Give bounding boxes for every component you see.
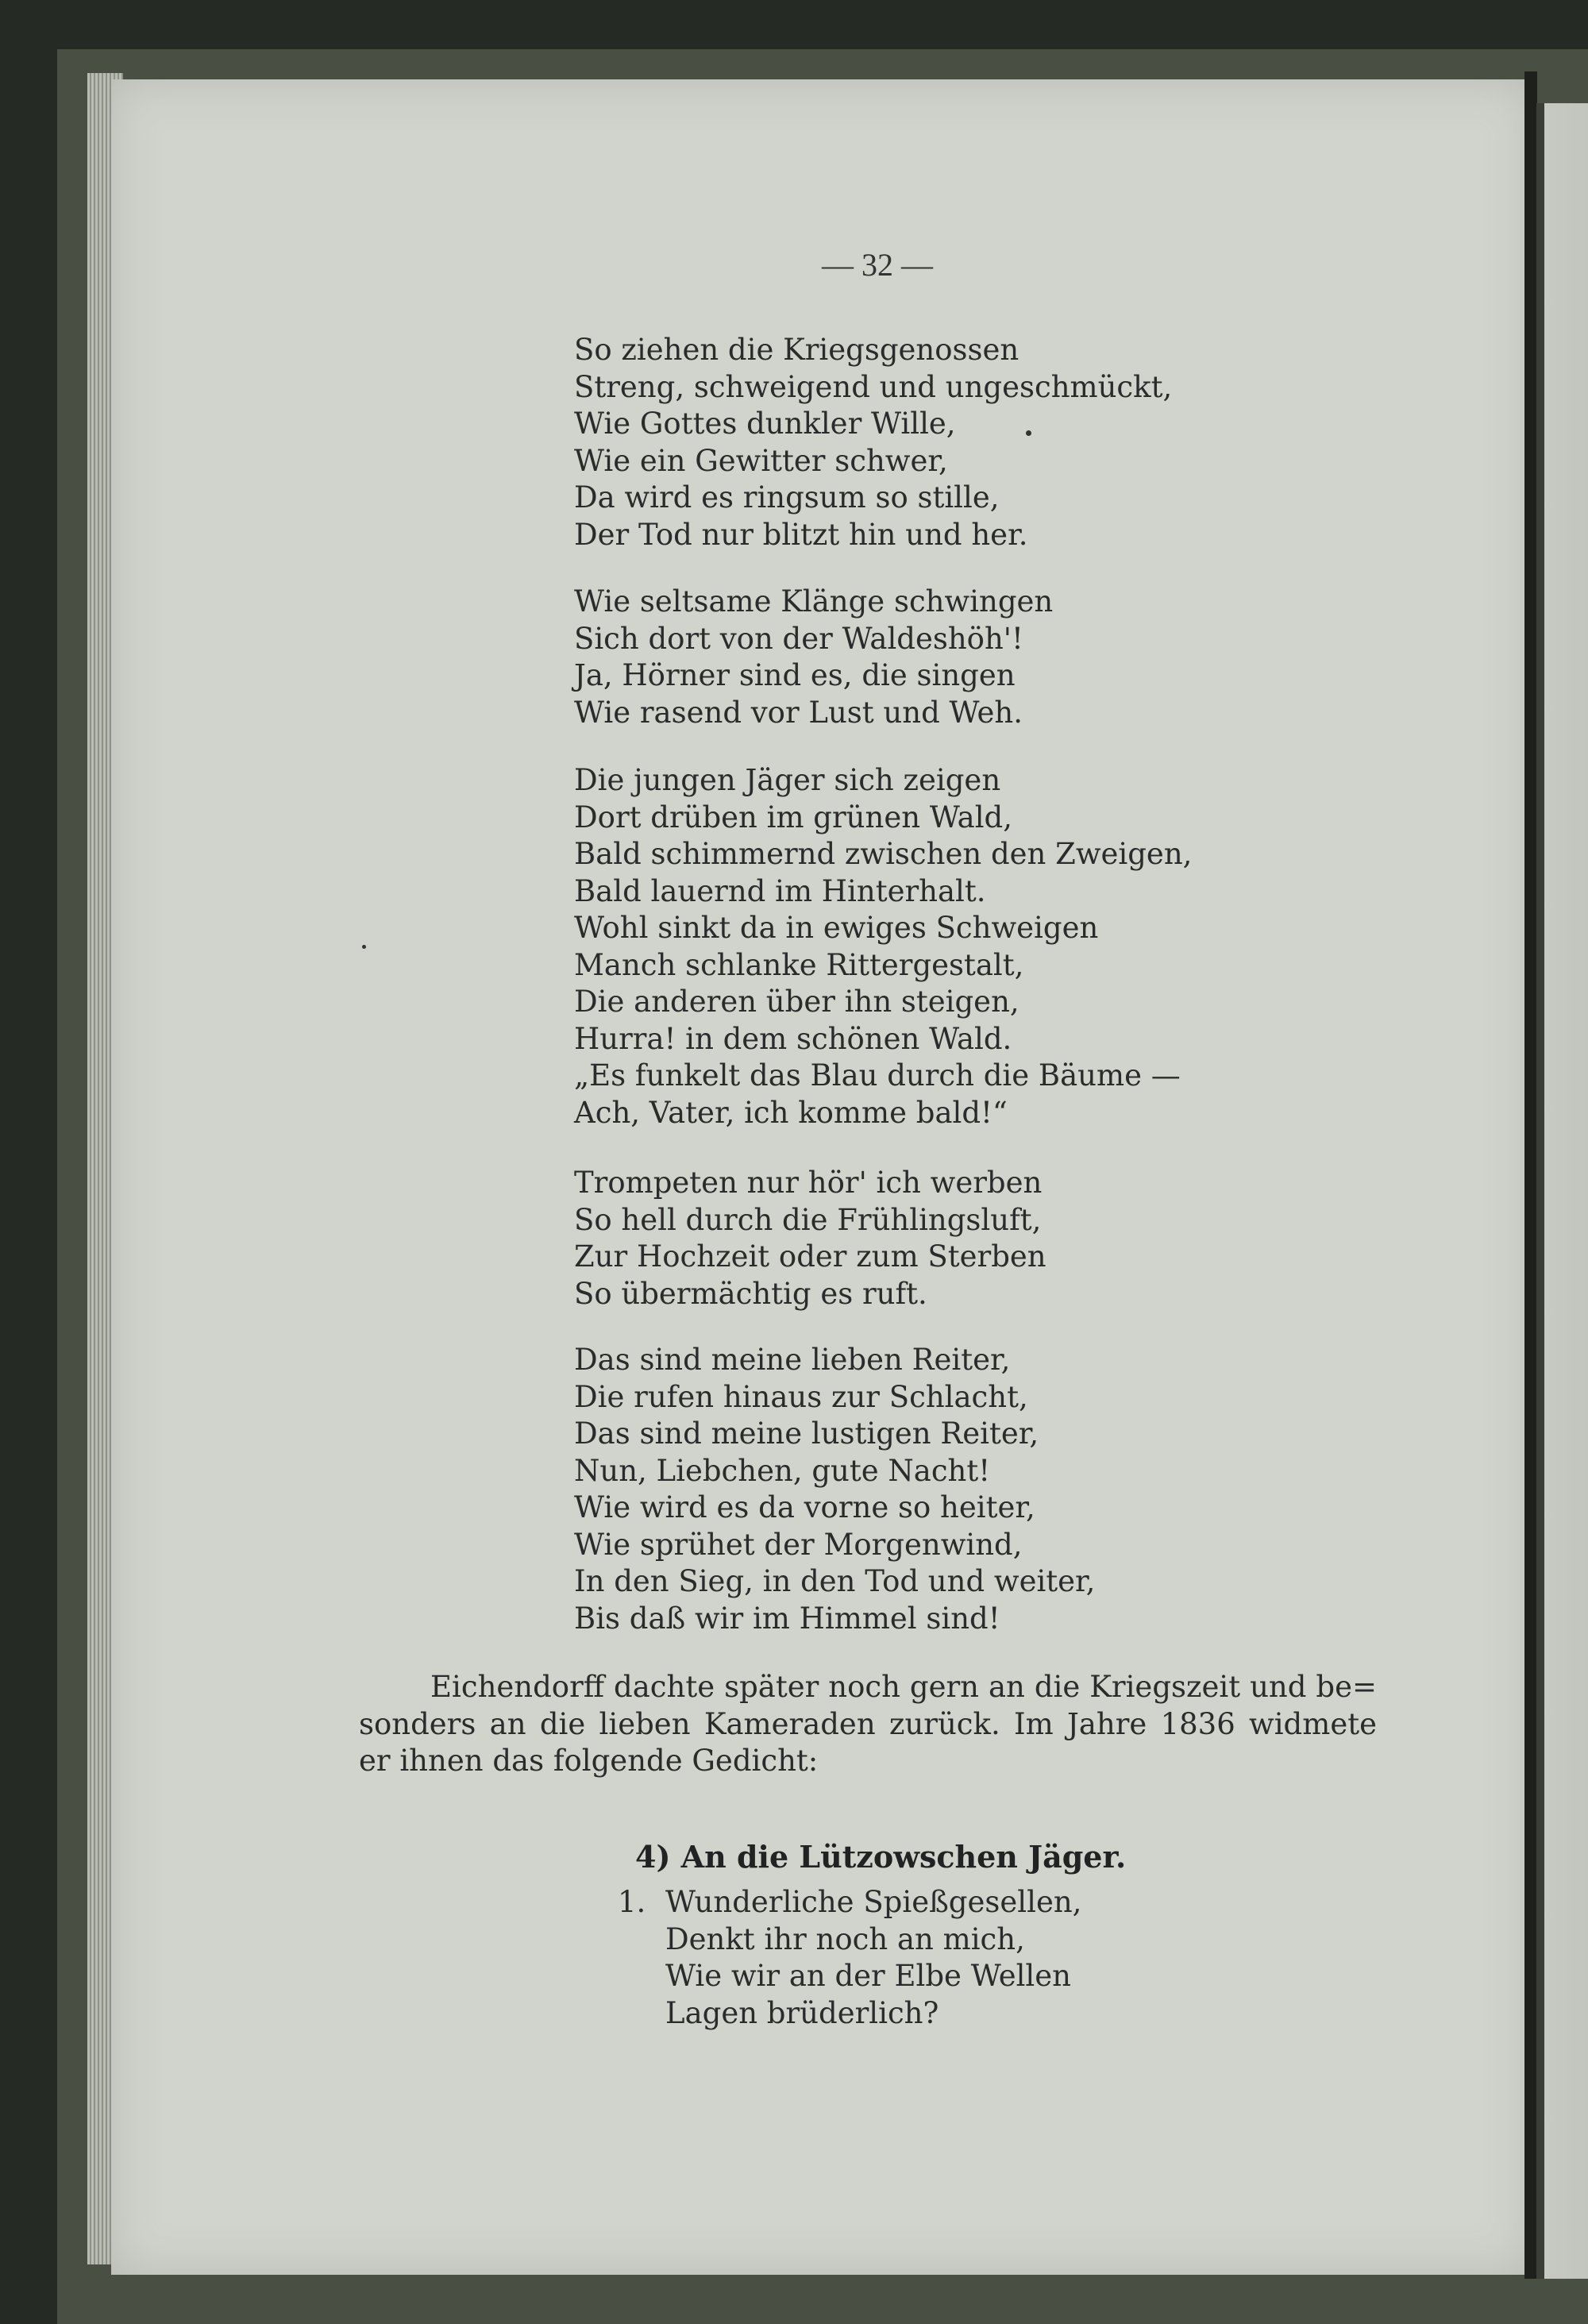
poem-line: Bis daß wir im Himmel sind! xyxy=(574,1601,1000,1636)
stanza-number: 1. xyxy=(618,1885,646,1919)
stanza-3 xyxy=(574,762,1192,1131)
poem-line: Dort drüben im grünen Wald, xyxy=(574,800,1012,834)
poem-line: So übermächtig es ruft. xyxy=(574,1276,927,1311)
poem-line: Streng, schweigend und ungeschmückt, xyxy=(574,369,1173,404)
ink-speck xyxy=(362,945,366,949)
poem-line: Die jungen Jäger sich zeigen xyxy=(574,763,1001,797)
prose-line: er ihnen das folgende Gedicht: xyxy=(359,1744,819,1778)
poem-line: Denkt ihr noch an mich, xyxy=(665,1921,1025,1956)
poem-line: Wie rasend vor Lust und Weh. xyxy=(574,695,1023,730)
poem-line: Manch schlanke Rittergestalt, xyxy=(574,947,1024,982)
poem-line: So hell durch die Frühlingsluft, xyxy=(574,1202,1042,1237)
poem-line: Zur Hochzeit oder zum Sterben xyxy=(574,1239,1046,1274)
poem-line: Wie ein Gewitter schwer, xyxy=(574,443,948,478)
poem-line: Das sind meine lieben Reiter, xyxy=(574,1343,1011,1377)
poem-line: Bald lauernd im Hinterhalt. xyxy=(574,873,986,908)
poem-line: Wie wir an der Elbe Wellen xyxy=(665,1959,1071,1993)
prose-paragraph xyxy=(359,1669,1377,1780)
poem-line: Der Tod nur blitzt hin und her. xyxy=(574,517,1028,552)
next-page-edge xyxy=(1536,103,1588,2279)
poem-line: Die rufen hinaus zur Schlacht, xyxy=(574,1379,1028,1414)
poem-line: Trompeten nur hör' ich werben xyxy=(574,1166,1043,1200)
poem-line: Wie sprühet der Morgenwind, xyxy=(574,1527,1023,1562)
poem-line: Wohl sinkt da in ewiges Schweigen xyxy=(574,911,1099,945)
poem-line: Wunderliche Spießgesellen, xyxy=(665,1885,1082,1919)
prose-line: sonders an die lieben Kameraden zurück. Im Jahre 1836 widmete xyxy=(359,1706,1377,1741)
section-heading: 4) An die Lützowschen Jäger. xyxy=(635,1839,1127,1875)
poem-line: Ach, Vater, ich komme bald!“ xyxy=(574,1095,1008,1130)
stanza-2 xyxy=(574,584,1053,731)
stanza-lines xyxy=(665,1884,1081,2032)
stanza-5 xyxy=(574,1342,1095,1637)
book-gutter xyxy=(1524,71,1537,2279)
prose-line: Eichendorff dachte später noch gern an die Kriegszeit und be= xyxy=(430,1670,1377,1704)
stanza-1 xyxy=(574,332,1172,553)
poem-line: Die anderen über ihn steigen, xyxy=(574,985,1019,1019)
page-number: — 32 — xyxy=(822,247,933,283)
poem-line: Wie seltsame Klänge schwingen xyxy=(574,584,1054,619)
poem-line: Wie Gottes dunkler Wille, xyxy=(574,407,956,441)
poem-line: So ziehen die Kriegsgenossen xyxy=(574,333,1019,367)
poem-line: Wie wird es da vorne so heiter, xyxy=(574,1490,1035,1524)
poem-line: Lagen brüderlich? xyxy=(665,1995,939,2030)
poem-line: Ja, Hörner sind es, die singen xyxy=(574,658,1016,692)
poem-line: Das sind meine lustigen Reiter, xyxy=(574,1416,1039,1451)
ink-speck xyxy=(1026,430,1031,436)
poem-line: Da wird es ringsum so stille, xyxy=(574,480,1000,515)
poem-line: Nun, Liebchen, gute Nacht! xyxy=(574,1453,991,1488)
poem-line: In den Sieg, in den Tod und weiter, xyxy=(574,1564,1096,1598)
poem-line: „Es funkelt das Blau durch die Bäume — xyxy=(574,1058,1181,1093)
poem-line: Sich dort von der Waldeshöh'! xyxy=(574,621,1023,656)
poem-line: Hurra! in dem schönen Wald. xyxy=(574,1021,1012,1056)
stanza-4 xyxy=(574,1165,1046,1312)
poem-line: Bald schimmernd zwischen den Zweigen, xyxy=(574,837,1193,871)
